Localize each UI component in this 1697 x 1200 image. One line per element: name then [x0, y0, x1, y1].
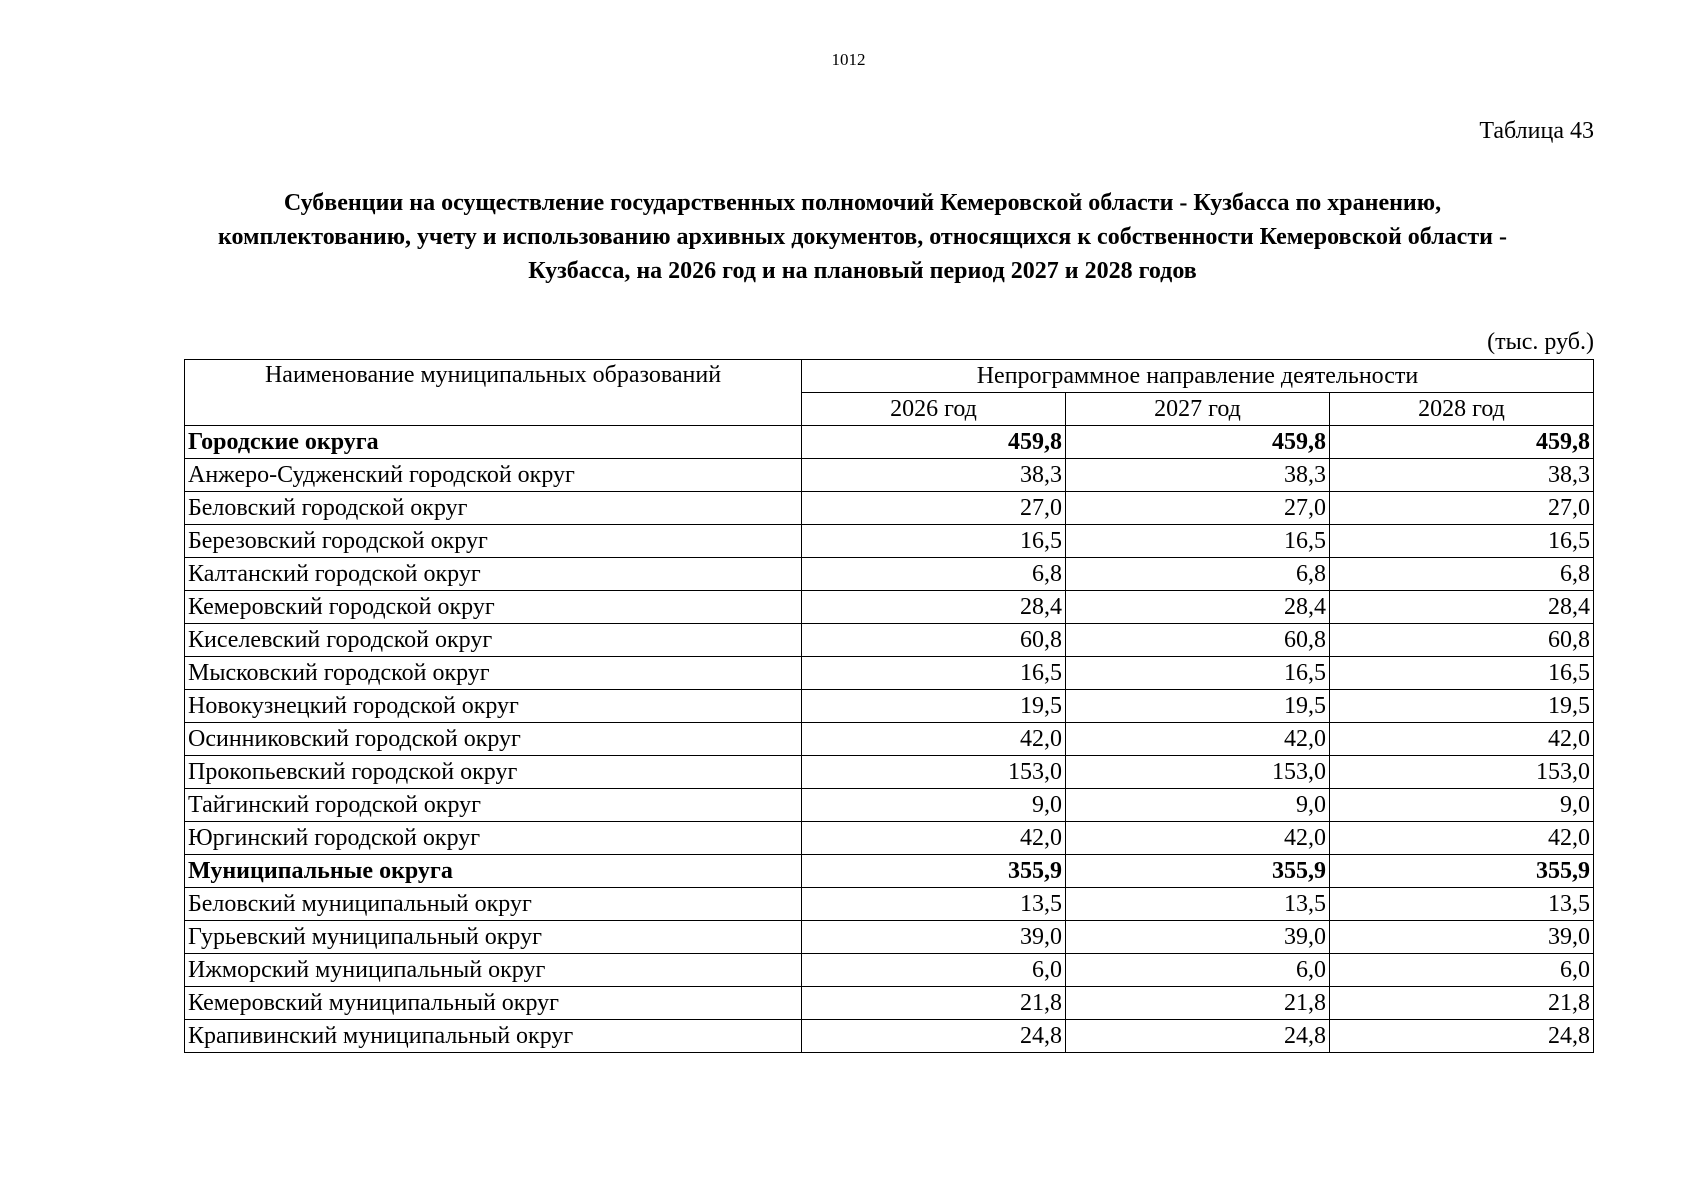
- amount-cell: 38,3: [802, 459, 1066, 492]
- table-row: [185, 492, 1594, 525]
- municipality-name-cell: Березовский городской округ: [185, 525, 802, 558]
- amount-cell: 27,0: [802, 492, 1066, 525]
- municipality-name-cell: Ижморский муниципальный округ: [185, 954, 802, 987]
- amount-cell: 24,8: [1330, 1020, 1594, 1053]
- document-title: Субвенции на осуществление государственных полномочий Кемеровской области - Кузбасса по хранению, комплектованию, учету и использованию архивных документов, относящихся к собственности Кемеровской области - Кузбасса, на 2026 год и на плановый период 2027 и 2028 годов: [218, 190, 1507, 284]
- header-year-2026: 2026 год: [802, 393, 1066, 426]
- amount-cell: 6,8: [1330, 558, 1594, 591]
- amount-cell: 24,8: [1066, 1020, 1330, 1053]
- subventions-table: [184, 359, 1594, 1053]
- municipality-name-cell: Тайгинский городской округ: [185, 789, 802, 822]
- table-row: [185, 723, 1594, 756]
- amount-cell: 16,5: [1330, 657, 1594, 690]
- amount-cell: 60,8: [1330, 624, 1594, 657]
- amount-cell: 6,8: [1066, 558, 1330, 591]
- amount-cell: 39,0: [1066, 921, 1330, 954]
- municipality-name-cell: Анжеро-Судженский городской округ: [185, 459, 802, 492]
- amount-cell: 21,8: [1066, 987, 1330, 1020]
- table-group-row: [185, 855, 1594, 888]
- municipality-name-cell: Новокузнецкий городской округ: [185, 690, 802, 723]
- municipality-name-cell: Осинниковский городской округ: [185, 723, 802, 756]
- amount-cell: 6,0: [802, 954, 1066, 987]
- amount-cell: 42,0: [1330, 723, 1594, 756]
- amount-cell: 60,8: [1066, 624, 1330, 657]
- amount-cell: 355,9: [1330, 855, 1594, 888]
- amount-cell: 355,9: [802, 855, 1066, 888]
- table-row: [185, 954, 1594, 987]
- table-row: [185, 459, 1594, 492]
- amount-cell: 13,5: [1330, 888, 1594, 921]
- table-caption: Таблица 43: [1479, 118, 1594, 144]
- header-activity-direction: Непрограммное направление деятельности: [802, 360, 1594, 393]
- amount-cell: 42,0: [1066, 723, 1330, 756]
- municipality-name-cell: Крапивинский муниципальный округ: [185, 1020, 802, 1053]
- amount-cell: 42,0: [802, 822, 1066, 855]
- amount-cell: 6,0: [1066, 954, 1330, 987]
- municipality-name-cell: Кемеровский муниципальный округ: [185, 987, 802, 1020]
- amount-cell: 153,0: [1066, 756, 1330, 789]
- amount-cell: 16,5: [802, 525, 1066, 558]
- municipality-name-cell: Городские округа: [185, 426, 802, 459]
- amount-cell: 9,0: [1330, 789, 1594, 822]
- amount-cell: 9,0: [802, 789, 1066, 822]
- amount-cell: 13,5: [802, 888, 1066, 921]
- amount-cell: 38,3: [1330, 459, 1594, 492]
- amount-cell: 16,5: [802, 657, 1066, 690]
- header-municipality-name: Наименование муниципальных образований: [185, 360, 802, 426]
- municipality-name-cell: Беловский городской округ: [185, 492, 802, 525]
- table-row: [185, 921, 1594, 954]
- municipality-name-cell: Гурьевский муниципальный округ: [185, 921, 802, 954]
- table-group-row: [185, 426, 1594, 459]
- table-row: [185, 1020, 1594, 1053]
- amount-cell: 42,0: [1330, 822, 1594, 855]
- amount-cell: 27,0: [1330, 492, 1594, 525]
- table-row: [185, 756, 1594, 789]
- municipality-name-cell: Калтанский городской округ: [185, 558, 802, 591]
- amount-cell: 16,5: [1066, 525, 1330, 558]
- amount-cell: 28,4: [1330, 591, 1594, 624]
- amount-cell: 21,8: [1330, 987, 1594, 1020]
- amount-cell: 19,5: [1066, 690, 1330, 723]
- table-row: [185, 525, 1594, 558]
- amount-cell: 19,5: [802, 690, 1066, 723]
- amount-cell: 27,0: [1066, 492, 1330, 525]
- amount-cell: 39,0: [802, 921, 1066, 954]
- table-row: [185, 789, 1594, 822]
- table-row: [185, 987, 1594, 1020]
- amount-cell: 16,5: [1066, 657, 1330, 690]
- amount-cell: 21,8: [802, 987, 1066, 1020]
- amount-cell: 459,8: [802, 426, 1066, 459]
- table-row: [185, 558, 1594, 591]
- amount-cell: 6,8: [802, 558, 1066, 591]
- table-row: [185, 690, 1594, 723]
- municipality-name-cell: Кемеровский городской округ: [185, 591, 802, 624]
- amount-cell: 38,3: [1066, 459, 1330, 492]
- amount-cell: 60,8: [802, 624, 1066, 657]
- header-year-2028: 2028 год: [1330, 393, 1594, 426]
- table-body: [185, 426, 1594, 1053]
- table-row: [185, 657, 1594, 690]
- amount-cell: 19,5: [1330, 690, 1594, 723]
- municipality-name-cell: Беловский муниципальный округ: [185, 888, 802, 921]
- amount-cell: 42,0: [1066, 822, 1330, 855]
- amount-cell: 459,8: [1330, 426, 1594, 459]
- table-row: [185, 822, 1594, 855]
- municipality-name-cell: Мысковский городской округ: [185, 657, 802, 690]
- amount-cell: 42,0: [802, 723, 1066, 756]
- amount-cell: 153,0: [1330, 756, 1594, 789]
- amount-cell: 459,8: [1066, 426, 1330, 459]
- municipality-name-cell: Прокопьевский городской округ: [185, 756, 802, 789]
- amount-cell: 16,5: [1330, 525, 1594, 558]
- amount-cell: 28,4: [802, 591, 1066, 624]
- table-row: [185, 888, 1594, 921]
- amount-cell: 28,4: [1066, 591, 1330, 624]
- amount-cell: 24,8: [802, 1020, 1066, 1053]
- amount-cell: 153,0: [802, 756, 1066, 789]
- municipality-name-cell: Юргинский городской округ: [185, 822, 802, 855]
- municipality-name-cell: Киселевский городской округ: [185, 624, 802, 657]
- amount-cell: 9,0: [1066, 789, 1330, 822]
- table-row: [185, 624, 1594, 657]
- amount-cell: 39,0: [1330, 921, 1594, 954]
- amount-cell: 6,0: [1330, 954, 1594, 987]
- amount-cell: 13,5: [1066, 888, 1330, 921]
- units-label: (тыс. руб.): [1487, 329, 1594, 355]
- header-year-2027: 2027 год: [1066, 393, 1330, 426]
- municipality-name-cell: Муниципальные округа: [185, 855, 802, 888]
- page-number: 1012: [831, 50, 866, 69]
- amount-cell: 355,9: [1066, 855, 1330, 888]
- table-row: [185, 591, 1594, 624]
